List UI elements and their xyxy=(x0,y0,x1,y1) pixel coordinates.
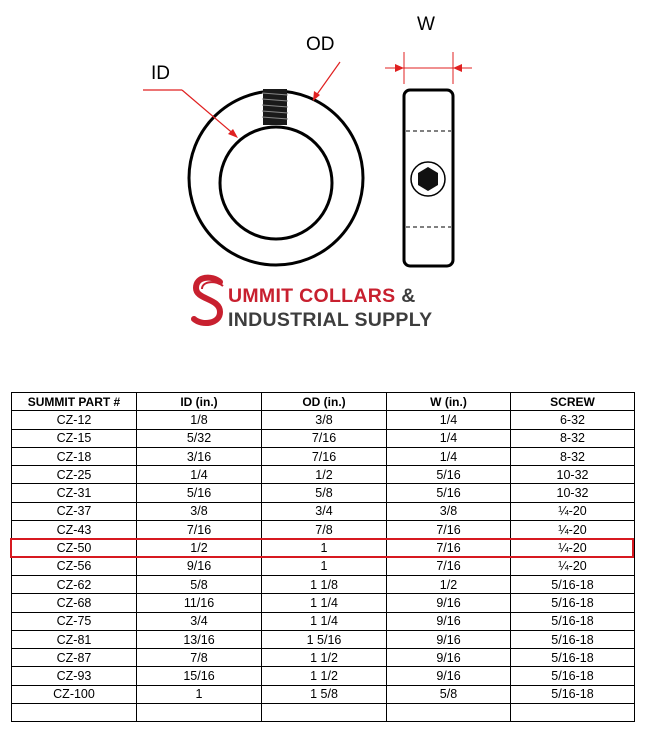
id-cell: 9/16 xyxy=(137,557,262,575)
screw-cell: 10-32 xyxy=(511,484,635,502)
od-cell: 1 5/8 xyxy=(262,685,387,703)
screw-cell: 5/16-18 xyxy=(511,667,635,685)
od-cell: 1 xyxy=(262,539,387,557)
od-cell: 1 1/4 xyxy=(262,594,387,612)
part-number-cell: CZ-87 xyxy=(12,649,137,667)
id-cell: 7/8 xyxy=(137,649,262,667)
od-cell: 1 1/8 xyxy=(262,575,387,593)
part-number-cell xyxy=(12,704,137,722)
table-row xyxy=(12,704,635,722)
screw-cell: ¼-20 xyxy=(511,539,635,557)
part-number-cell: CZ-50 xyxy=(12,539,137,557)
screw-cell: 5/16-18 xyxy=(511,612,635,630)
od-cell: 5/8 xyxy=(262,484,387,502)
od-cell: 3/8 xyxy=(262,411,387,429)
part-number-cell: CZ-37 xyxy=(12,502,137,520)
logo-line2: INDUSTRIAL SUPPLY xyxy=(228,309,433,331)
header-id: ID (in.) xyxy=(137,393,262,411)
header-w: W (in.) xyxy=(387,393,511,411)
od-cell: 1 5/16 xyxy=(262,630,387,648)
id-cell xyxy=(137,704,262,722)
id-cell: 1 xyxy=(137,685,262,703)
id-cell: 7/16 xyxy=(137,521,262,539)
part-number-cell: CZ-12 xyxy=(12,411,137,429)
w-cell: 3/8 xyxy=(387,502,511,520)
header-od: OD (in.) xyxy=(262,393,387,411)
set-screw-icon xyxy=(262,89,288,125)
table-row xyxy=(12,429,635,447)
table-row xyxy=(12,667,635,685)
table-row xyxy=(12,539,635,557)
w-cell: 1/4 xyxy=(387,411,511,429)
id-cell: 5/16 xyxy=(137,484,262,502)
part-number-cell: CZ-93 xyxy=(12,667,137,685)
w-dimension xyxy=(385,52,472,84)
logo-s-swoosh-icon xyxy=(190,272,230,334)
table-body xyxy=(12,411,635,722)
screw-cell: 5/16-18 xyxy=(511,630,635,648)
w-cell: 9/16 xyxy=(387,594,511,612)
part-number-cell: CZ-31 xyxy=(12,484,137,502)
screw-cell xyxy=(511,704,635,722)
table-row xyxy=(12,411,635,429)
table-row xyxy=(12,521,635,539)
w-cell: 1/2 xyxy=(387,575,511,593)
od-cell: 7/16 xyxy=(262,429,387,447)
od-cell: 1 1/2 xyxy=(262,667,387,685)
w-cell: 7/16 xyxy=(387,539,511,557)
table-row xyxy=(12,612,635,630)
part-number-cell: CZ-43 xyxy=(12,521,137,539)
od-cell xyxy=(262,704,387,722)
table-row xyxy=(12,630,635,648)
od-cell: 1 xyxy=(262,557,387,575)
id-cell: 3/8 xyxy=(137,502,262,520)
table-row xyxy=(12,557,635,575)
w-cell: 9/16 xyxy=(387,649,511,667)
part-number-cell: CZ-100 xyxy=(12,685,137,703)
od-leader xyxy=(313,62,340,101)
w-cell: 5/8 xyxy=(387,685,511,703)
od-label: OD xyxy=(306,34,335,55)
screw-cell: 6-32 xyxy=(511,411,635,429)
id-cell: 3/4 xyxy=(137,612,262,630)
w-cell: 9/16 xyxy=(387,667,511,685)
w-cell: 9/16 xyxy=(387,630,511,648)
part-number-cell: CZ-81 xyxy=(12,630,137,648)
screw-cell: 8-32 xyxy=(511,429,635,447)
part-number-cell: CZ-68 xyxy=(12,594,137,612)
w-cell xyxy=(387,704,511,722)
table-row xyxy=(12,594,635,612)
screw-cell: 5/16-18 xyxy=(511,575,635,593)
id-cell: 3/16 xyxy=(137,447,262,465)
w-cell: 7/16 xyxy=(387,521,511,539)
screw-cell: 10-32 xyxy=(511,466,635,484)
w-cell: 9/16 xyxy=(387,612,511,630)
id-cell: 13/16 xyxy=(137,630,262,648)
part-number-cell: CZ-15 xyxy=(12,429,137,447)
od-cell: 1 1/4 xyxy=(262,612,387,630)
id-cell: 15/16 xyxy=(137,667,262,685)
w-cell: 5/16 xyxy=(387,466,511,484)
w-cell: 5/16 xyxy=(387,484,511,502)
part-number-cell: CZ-18 xyxy=(12,447,137,465)
screw-cell: ¼-20 xyxy=(511,557,635,575)
id-label: ID xyxy=(151,63,170,84)
screw-cell: 5/16-18 xyxy=(511,594,635,612)
screw-cell: ¼-20 xyxy=(511,502,635,520)
od-cell: 1/2 xyxy=(262,466,387,484)
id-cell: 1/4 xyxy=(137,466,262,484)
w-label: W xyxy=(417,14,435,35)
table-row xyxy=(12,484,635,502)
w-cell: 1/4 xyxy=(387,429,511,447)
w-cell: 1/4 xyxy=(387,447,511,465)
table-row xyxy=(12,685,635,703)
part-number-cell: CZ-62 xyxy=(12,575,137,593)
screw-cell: ¼-20 xyxy=(511,521,635,539)
table-row xyxy=(12,575,635,593)
part-number-cell: CZ-56 xyxy=(12,557,137,575)
part-number-cell: CZ-75 xyxy=(12,612,137,630)
logo-brand-text: UMMIT COLLARS xyxy=(228,285,396,307)
logo-line1 xyxy=(228,285,416,308)
screw-cell: 5/16-18 xyxy=(511,649,635,667)
header-part-number: SUMMIT PART # xyxy=(12,393,137,411)
id-cell: 5/8 xyxy=(137,575,262,593)
id-cell: 1/2 xyxy=(137,539,262,557)
od-cell: 1 1/2 xyxy=(262,649,387,667)
id-cell: 5/32 xyxy=(137,429,262,447)
table-row xyxy=(12,447,635,465)
screw-cell: 8-32 xyxy=(511,447,635,465)
od-cell: 3/4 xyxy=(262,502,387,520)
id-cell: 1/8 xyxy=(137,411,262,429)
table-header-row xyxy=(12,393,635,411)
id-cell: 11/16 xyxy=(137,594,262,612)
table-row xyxy=(12,649,635,667)
table-row xyxy=(12,502,635,520)
w-cell: 7/16 xyxy=(387,557,511,575)
logo-ampersand: & xyxy=(401,285,416,307)
collar-inner-bore xyxy=(220,127,332,239)
spec-table xyxy=(11,392,635,722)
od-cell: 7/16 xyxy=(262,447,387,465)
table-row xyxy=(12,466,635,484)
hex-socket-icon xyxy=(411,162,445,196)
od-cell: 7/8 xyxy=(262,521,387,539)
part-number-cell: CZ-25 xyxy=(12,466,137,484)
company-logo xyxy=(190,272,460,334)
screw-cell: 5/16-18 xyxy=(511,685,635,703)
header-screw: SCREW xyxy=(511,393,635,411)
